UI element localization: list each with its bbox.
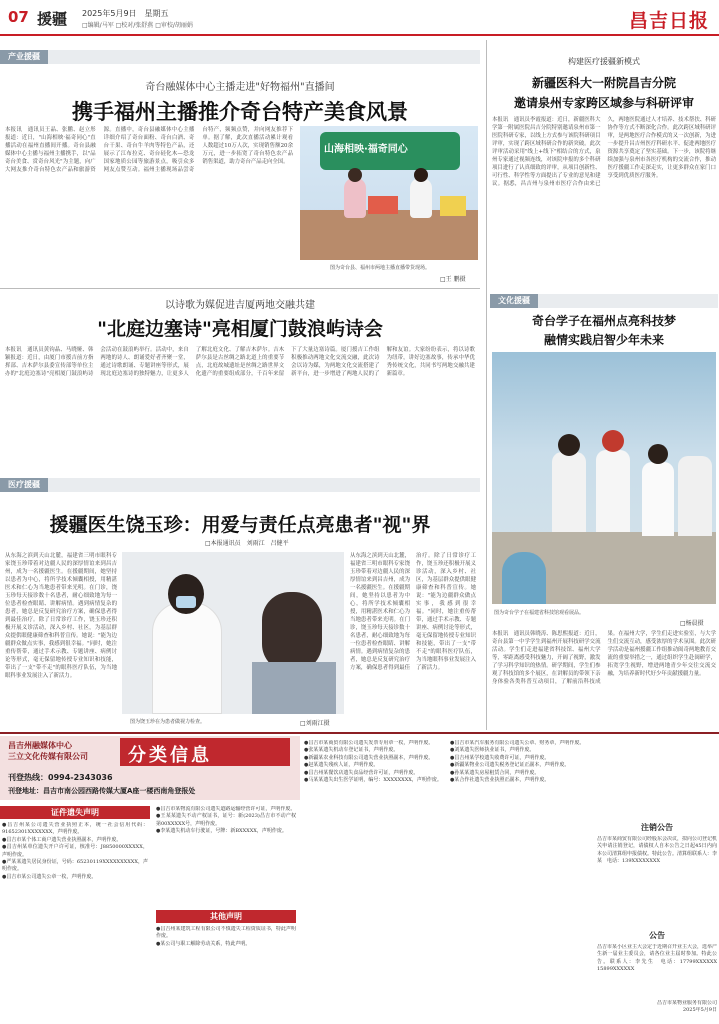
notice-item: ●某合作社遗失营业执照正副本，声明作废。 xyxy=(450,777,550,784)
lost-item: ●严某某遗失居民身份证，号码：65230119XXXXXXXXXX，声明作废。 xyxy=(2,859,148,873)
notice-item: ●昌吉市某商贸有限公司遗失发票专用章一枚，声明作废。 xyxy=(304,740,434,746)
page-number: 07 xyxy=(8,8,29,26)
other-notice-list xyxy=(156,926,296,1020)
right1-headline-1: 新疆医科大一附院昌吉分院 xyxy=(531,76,676,90)
lost-item: ●昌吉市某公司遗失公章一枚，声明作废。 xyxy=(2,873,97,880)
notice-item: ●昌吉州某学校遗失收费许可证，声明作废。 xyxy=(450,754,550,761)
right2-photo-byline: □杨晨摄 xyxy=(680,620,704,627)
story3-photo-caption: 图为饶玉珍在为患者做视力检查。 xyxy=(130,719,206,725)
col4-notice-list xyxy=(450,740,590,1020)
right2-headline-2: 融情实践启智少年未来 xyxy=(543,333,664,347)
story3-body-col2: 从东海之滨到天山北麓，福建省三明市眼科专家饶玉珍带着对边疆人民的深厚情谊来到昌吉州，成为一名援疆医生。在援疆期间，她坚持以患者为中心，将所学技术倾囊相授，用精湛医术和仁心为当地患者带来光明。在门诊，饶玉珍每天接诊数十名患者，耐心细致地为每一位患者检查眼睛、讲解病情。遇到病情复杂的患者，她总是反复研究治疗方案，确保患者得到最佳治疗。除了日常诊疗工作，饶玉珍还积极开展义诊活动，深入乡村、社区，为基层群众提供眼健康筛查和科普宣传。她说："能为边疆群众做点实事，我感到很幸福。"同时，她注重传帮带，通过手术示教、专题讲座、病例讨论等形式，毫无保留地传授专业知识和技能，带出了一支"带不走"的眼科医疗队伍，为当地眼科事业发展注入了新活力。 xyxy=(350,553,476,671)
section-tag-industry: 产业援疆 xyxy=(0,50,480,64)
right1-subtitle: 构建医疗援疆新模式 xyxy=(568,57,640,66)
right1-headline-2: 邀请泉州专家跨区域参与科研评审 xyxy=(513,96,694,110)
column-divider xyxy=(486,40,487,730)
lost-item: ●昌吉州某单位遗失开户许可证，核准号：J8850000XXXXX，声明作废。 xyxy=(2,844,148,858)
story1-subtitle: 奇台融媒体中心主播走进"好物福州"直播间 xyxy=(145,82,335,93)
story1-body: 本报讯 通讯员王晶、张鹏、赵立彤报道：近日，"山海相映·福奇同心"直播活动在福州直播间开播。奇台县融媒体中心主播与福州主播携手，以"品奇台美食、赏奇台风光"为主题，向广大网友推介奇台特色农产品和旅游资源。直播中，奇台县融媒体中心主播详细介绍了奇台面粉、奇台白酒、奇台干果、奇台牛羊肉等特色产品，还展示了江布拉克、奇台硅化木—恐龙国家地质公园等旅游景点，吸引众多网友点赞互动。福州主播现场品尝奇台特产，频频点赞，并向网友推荐下单。据了解，此次直播活动累计观看人数超过10万人次，实现销售额20余万元，进一步拓宽了奇台特色农产品销售渠道，助力奇台产品走向全国。 xyxy=(5,127,293,173)
section-name: 援疆 xyxy=(37,10,68,28)
lost-notice-list xyxy=(2,822,148,1020)
right2-photo-caption: 图为奇台学子在福建省科技馆观看展品。 xyxy=(494,610,585,616)
story3-byline: □本报通讯员 刘雨江 吕健平 xyxy=(205,540,289,547)
classifieds-phone: 刊登热线：0994-2343036 xyxy=(8,773,113,782)
col5-notices xyxy=(597,740,717,1020)
other-item: ●昌吉州某建筑工程有限公司不慎遗失工程资质证书，特此声明作废。 xyxy=(156,926,296,940)
story2-headline: "北庭边塞诗"亮相厦门鼓浪屿诗会 xyxy=(97,318,383,340)
cancel-notice-title: 注销公告 xyxy=(641,823,673,832)
classifieds-address: 刊登地址：昌吉市南公园西路传媒大厦A座一楼西南角登报处 xyxy=(8,787,196,795)
notice-item: ●赵某遗失残疾人证，声明作废。 xyxy=(304,762,379,769)
story3-body-col1: 从东海之滨到天山北麓，福建省三明市眼科专家饶玉珍带着对边疆人民的深厚情谊来到昌吉州，成为一名援疆医生。在援疆期间，她坚持以患者为中心，将所学技术倾囊相授，用精湛医术和仁心为当地患者带来光明。在门诊，饶玉珍每天接诊数十名患者，耐心细致地为每一位患者检查眼睛、讲解病情。遇到病情复杂的患者，她总是反复研究治疗方案，确保患者得到最佳治疗。除了日常诊疗工作，饶玉珍还积极开展义诊活动，深入乡村、社区，为基层群众提供眼健康筛查和科普宣传。她说："能为边疆群众做点实事，我感到很幸福。"同时，她注重传帮带，通过手术示教、专题讲座、病例讨论等形式，毫无保留地传授专业知识和技能，带出了一支"带不走"的眼科医疗队伍，为当地眼科事业发展注入了新活力。 xyxy=(5,553,117,679)
editors-line: □编辑/马军 □校对/张舒燕 □审校/胡丽娟 xyxy=(82,22,193,29)
notice-item: ●李某遗失机动车行驶证，号牌：新BXXXXX，声明作废。 xyxy=(156,828,287,835)
classifieds-banner: 分类信息 xyxy=(128,745,212,766)
notice-item: ●孙某某遗失房屋租赁合同，声明作废。 xyxy=(450,769,540,776)
notice-item: ●昌吉州某餐饮店遗失食品经营许可证，声明作废。 xyxy=(304,769,419,776)
story1-photo-caption: 图为奇台县、福州市两地主播直播带货现场。 xyxy=(330,265,431,271)
public-notice-body: 昌吉市某小区业主大会定于近期召开业主大会，选举产生新一届业主委员会，请各位业主届时参加。特此公告。联系人：李先生 电话：17799XXXXXX 15899XXXXXX xyxy=(597,944,717,973)
section-tag-culture: 文化援疆 xyxy=(490,294,718,308)
classifieds-divider xyxy=(0,732,719,734)
right2-headline-1: 奇台学子在福州点亮科技梦 xyxy=(531,314,676,328)
notice-item: ●新疆某物业公司遗失税务登记证正副本，声明作废。 xyxy=(450,762,570,769)
cancel-notice-body: 昌吉市某商贸有限公司经股东会决议，拟向公司登记机关申请注销登记，请债权人自本公告之日起45日内向本公司清算组申报债权。特此公告。清算组联系人：李某 电话：139XXXXXXXX xyxy=(597,836,717,865)
story1-headline: 携手福州主播推介奇台特产美食风景 xyxy=(72,99,408,124)
notice-item: ●张某某遗失机动车登记证书，声明作废。 xyxy=(304,747,399,754)
other-item: ●某公司与职工解除劳动关系，特此声明。 xyxy=(156,940,251,947)
notice-item: ●昌吉市某汽车服务有限公司遗失公章、财务章，声明作废。 xyxy=(450,740,585,746)
col3-notice-list xyxy=(304,740,444,1020)
lost-item: ●昌吉州某公司遗失营业执照正本，统一社会信用代码：91652301XXXXXXX，声明作废。 xyxy=(2,822,148,836)
classifieds-org-2: 三立文化传媒有限公司 xyxy=(8,752,88,761)
col2-notice-list xyxy=(156,806,296,906)
photo-banner-text: 山海相映·福奇同心 xyxy=(324,144,408,155)
notice-item: ●马某某遗失出生医学证明，编号：XXXXXXXX，声明作废。 xyxy=(304,777,442,784)
story2-body: 本报讯 通讯员黄钧晶、马晓娅、韩颖报道：近日，由厦门市援吉前方指挥部、吉木萨尔县委宣传部等单位主办的"北庭边塞诗"亮相厦门鼓浪屿诗会活动在鼓浪屿举行。活动中，来自两地的诗人、朗诵爱好者齐聚一堂，通过诗歌朗诵、专题讲座等形式，展现北庭边塞诗的独特魅力，让更多人了解北庭文化、了解吉木萨尔。吉木萨尔县是古丝绸之路北道上的重要节点，北庭故城遗址是丝绸之路世界文化遗产的重要组成部分，千百年来留下了大量边塞诗篇。厦门援吉工作组积极推动两地文化交流交融，此次诗会以诗为媒，为两地文化交流搭建了新平台，进一步增进了两地人民的了解和友谊。大家纷纷表示，将以诗歌为纽带，讲好边塞故事，传承中华优秀传统文化，共同书写两地交融共建新篇章。 xyxy=(5,347,475,377)
lost-notice-title: 证件遗失声明 xyxy=(0,806,150,819)
page-header xyxy=(0,0,719,36)
right1-body: 本报讯 通讯员李霞报道：近日，新疆医科大学第一附属医院昌吉分院特别邀请泉州市第一医院科研专家，以线上方式参与该院科研项目评审，实现了跨区域科研合作的新突破。此次评审活动采用"线上+线下"相结合的方式，泉州专家通过视频连线，对该院申报的多个科研项目进行了认真细致的评审，从项目创新性、可行性、科学性等方面提出了专业的意见和建议。据悉，昌吉州与泉州市医疗合作由来已久，两地医院通过人才培养、技术帮扶、科研协作等方式不断深化合作。此次跨区域科研评审，是两地医疗合作模式的又一次创新，为进一步提升昌吉州医疗科研水平、促进两地医疗资源共享奠定了坚实基础。下一步，该院将继续加强与泉州市各医疗机构的交流合作，推动医疗援疆工作走深走实，让更多群众在家门口享受到优质医疗服务。 xyxy=(492,117,716,187)
story1-byline: □王 鹏摄 xyxy=(440,276,466,283)
notice-item: ●新疆某农业科技有限公司遗失营业执照副本，声明作废。 xyxy=(304,754,434,761)
notice-item: ●刘某遗失医师执业证书，声明作废。 xyxy=(450,747,535,754)
newspaper-logo: 昌吉日报 xyxy=(628,10,709,32)
story2-subtitle: 以诗歌为媒促进吉厦两地交融共建 xyxy=(165,300,315,311)
story3-photo xyxy=(122,552,344,714)
other-notice-title: 其他声明 xyxy=(156,910,296,923)
classifieds-header xyxy=(0,736,300,800)
story1-photo xyxy=(300,126,478,260)
notice-item: ●昌吉市某物流有限公司遗失道路运输经营许可证，声明作废。 xyxy=(156,806,296,812)
issue-date: 2025年5月9日 星期五 xyxy=(82,9,169,18)
right2-photo xyxy=(492,352,716,604)
right2-body: 本报讯 通讯员韩晓涛、陈思熙报道：近日，奇台县第一中学学生到福州开展科技研学交流活动。学生们走进福建省科技馆、福州大学等，零距离感受科技魅力，开阔了视野，激发了学习科学知识的热情。研学期间，学生们参观了科技馆的多个展区，在讲解员的带领下亲身体验各类科普互动项目，了解前沿科技成果。在福州大学，学生们走进实验室，与大学生们交流互动，感受浓厚的学术氛围。此次研学活动是福州援疆工作组推动闽奇两地教育交流的重要举措之一，通过组织学生赴闽研学，拓宽学生视野，增进两地青少年交往交流交融，为培养新时代好少年贡献援疆力量。 xyxy=(492,631,716,685)
story3-headline: 援疆医生饶玉珍：用爱与责任点亮患者"视"界 xyxy=(49,514,431,536)
public-notice-date: 2025年5月9日 xyxy=(682,1007,717,1014)
classifieds-org-1: 昌吉州融媒体中心 xyxy=(8,741,72,750)
notice-item: ●王某某遗失不动产权证书，证号：新(2023)昌吉市不动产权第00XXXXX号，声明作废。 xyxy=(156,813,296,827)
public-notice-sign: 昌吉市某物业服务有限公司 xyxy=(656,1000,717,1006)
lost-item: ●昌吉市某个体工商户遗失营业执照副本，声明作废。 xyxy=(2,836,122,843)
story3-photo-byline: □刘雨江摄 xyxy=(300,720,330,727)
public-notice-title: 公告 xyxy=(649,931,665,940)
section-tag-medical: 医疗援疆 xyxy=(0,478,480,492)
divider xyxy=(0,288,480,289)
